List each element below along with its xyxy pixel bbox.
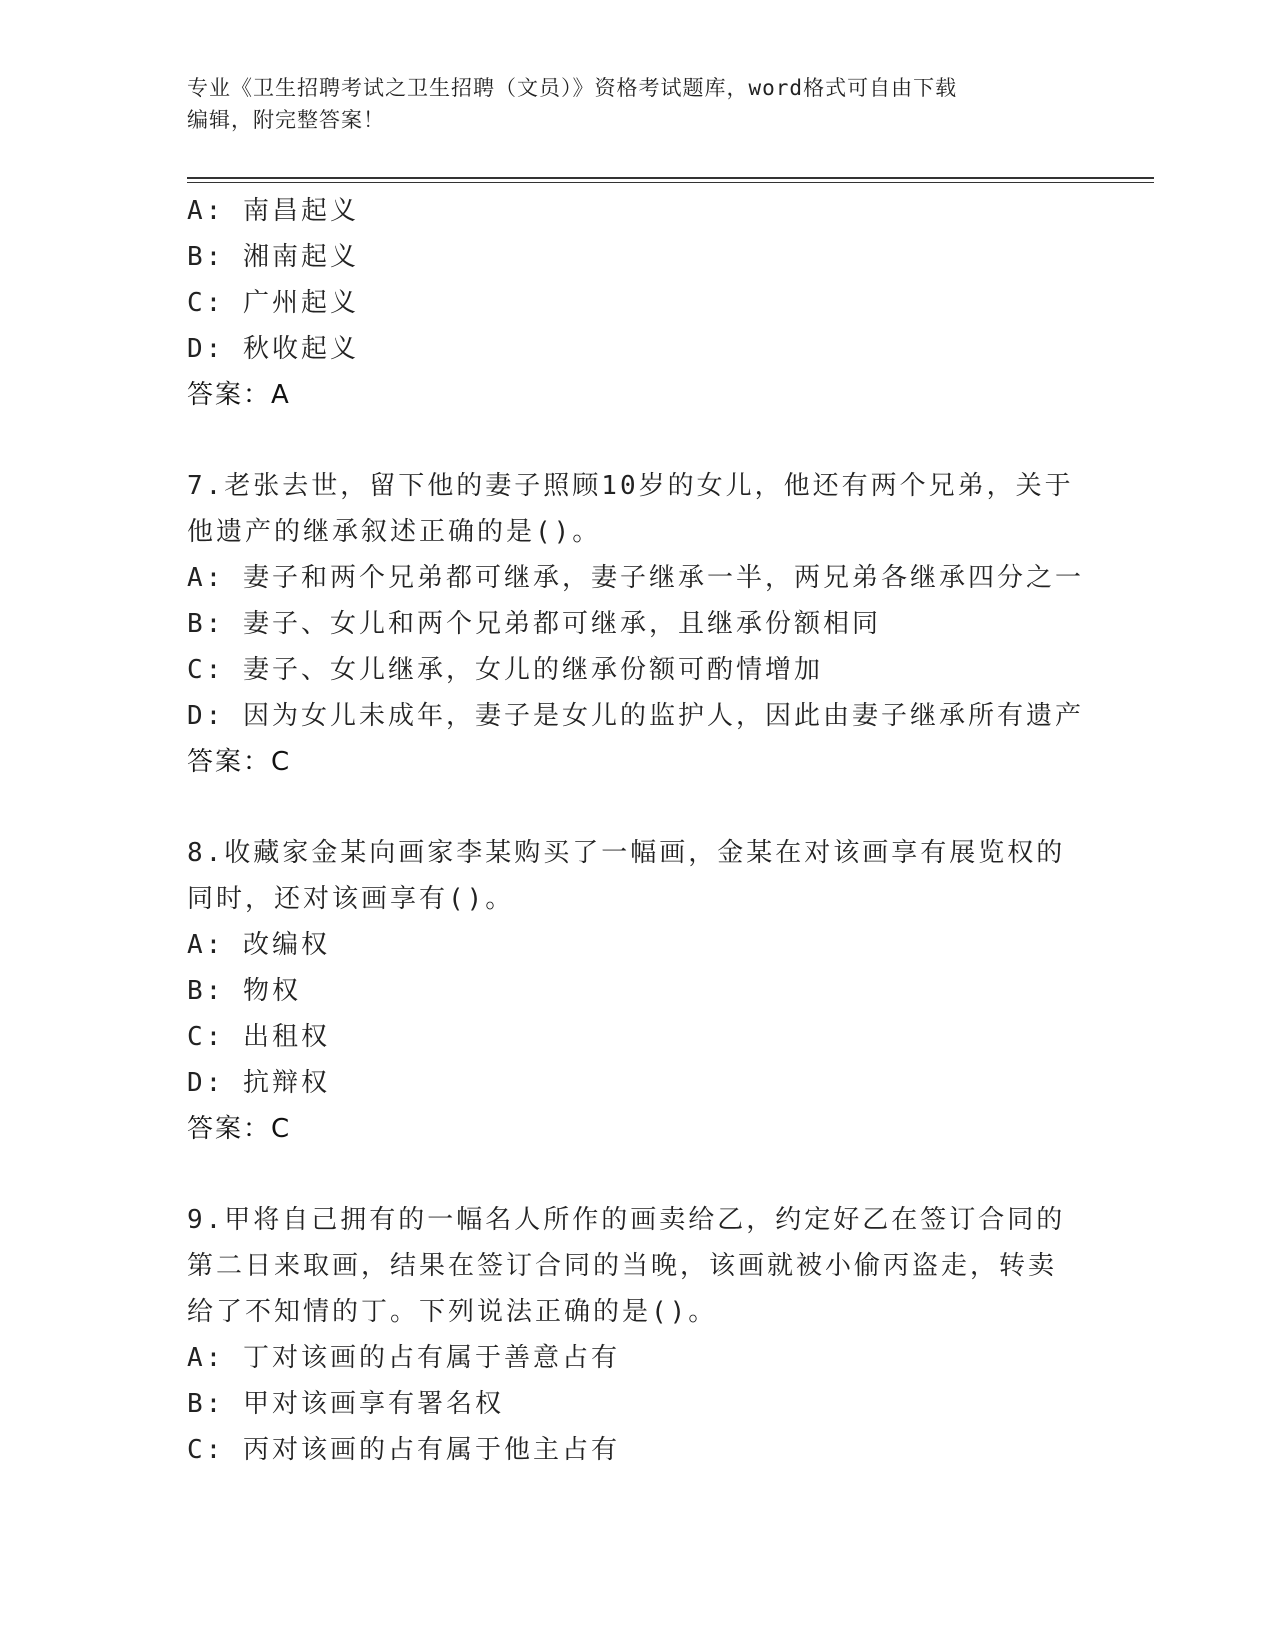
- header-line-2: 编辑，附完整答案！: [187, 108, 385, 132]
- question-stem-line: 给了不知情的丁。下列说法正确的是()。: [187, 1297, 718, 1327]
- option-d: D: 抗辩权: [187, 1068, 330, 1098]
- question-spacer: [187, 785, 1087, 830]
- option-a: A: 改编权: [187, 930, 330, 960]
- option-a: A: 妻子和两个兄弟都可继承，妻子继承一半，两兄弟各继承四分之一: [187, 563, 1084, 593]
- option-b: B: 物权: [187, 976, 301, 1006]
- question-spacer: [187, 1152, 1087, 1197]
- option-c: C: 妻子、女儿继承，女儿的继承份额可酌情增加: [187, 655, 823, 685]
- question-stem-line: 7.老张去世，留下他的妻子照顾10岁的女儿，他还有两个兄弟，关于: [187, 471, 1074, 501]
- option-b: B: 甲对该画享有署名权: [187, 1389, 504, 1419]
- option-d: D: 因为女儿未成年，妻子是女儿的监护人，因此由妻子继承所有遗产: [187, 701, 1084, 731]
- question-stem-line: 第二日来取画，结果在签订合同的当晚，该画就被小偷丙盗走，转卖: [187, 1251, 1058, 1281]
- header-line-1: 专业《卫生招聘考试之卫生招聘（文员）》资格考试题库，word格式可自由下载: [187, 76, 958, 100]
- document-header: [187, 72, 1087, 136]
- option-c: C: 出租权: [187, 1022, 330, 1052]
- option-b: B: 妻子、女儿和两个兄弟都可继承，且继承份额相同: [187, 609, 881, 639]
- question-9: [187, 1197, 1087, 1473]
- header-divider-thick: [187, 177, 1154, 179]
- answer: 答案：C: [187, 747, 292, 777]
- header-divider-thin: [187, 182, 1154, 183]
- answer: 答案：A: [187, 380, 291, 410]
- question-spacer: [187, 418, 1087, 463]
- option-c: C: 广州起义: [187, 288, 359, 318]
- question-8: [187, 830, 1087, 1152]
- option-d: D: 秋收起义: [187, 334, 359, 364]
- question-list: [187, 188, 1087, 1473]
- question-7: [187, 463, 1087, 785]
- option-b: B: 湘南起义: [187, 242, 359, 272]
- option-a: A: 丁对该画的占有属于善意占有: [187, 1343, 620, 1373]
- question-6: [187, 188, 1087, 418]
- question-stem-line: 同时，还对该画享有()。: [187, 884, 515, 914]
- question-stem-line: 8.收藏家金某向画家李某购买了一幅画，金某在对该画享有展览权的: [187, 838, 1066, 868]
- option-a: A: 南昌起义: [187, 196, 359, 226]
- option-c: C: 丙对该画的占有属于他主占有: [187, 1435, 620, 1465]
- question-stem-line: 9.甲将自己拥有的一幅名人所作的画卖给乙，约定好乙在签订合同的: [187, 1205, 1066, 1235]
- answer: 答案：C: [187, 1114, 292, 1144]
- question-stem-line: 他遗产的继承叙述正确的是()。: [187, 517, 602, 547]
